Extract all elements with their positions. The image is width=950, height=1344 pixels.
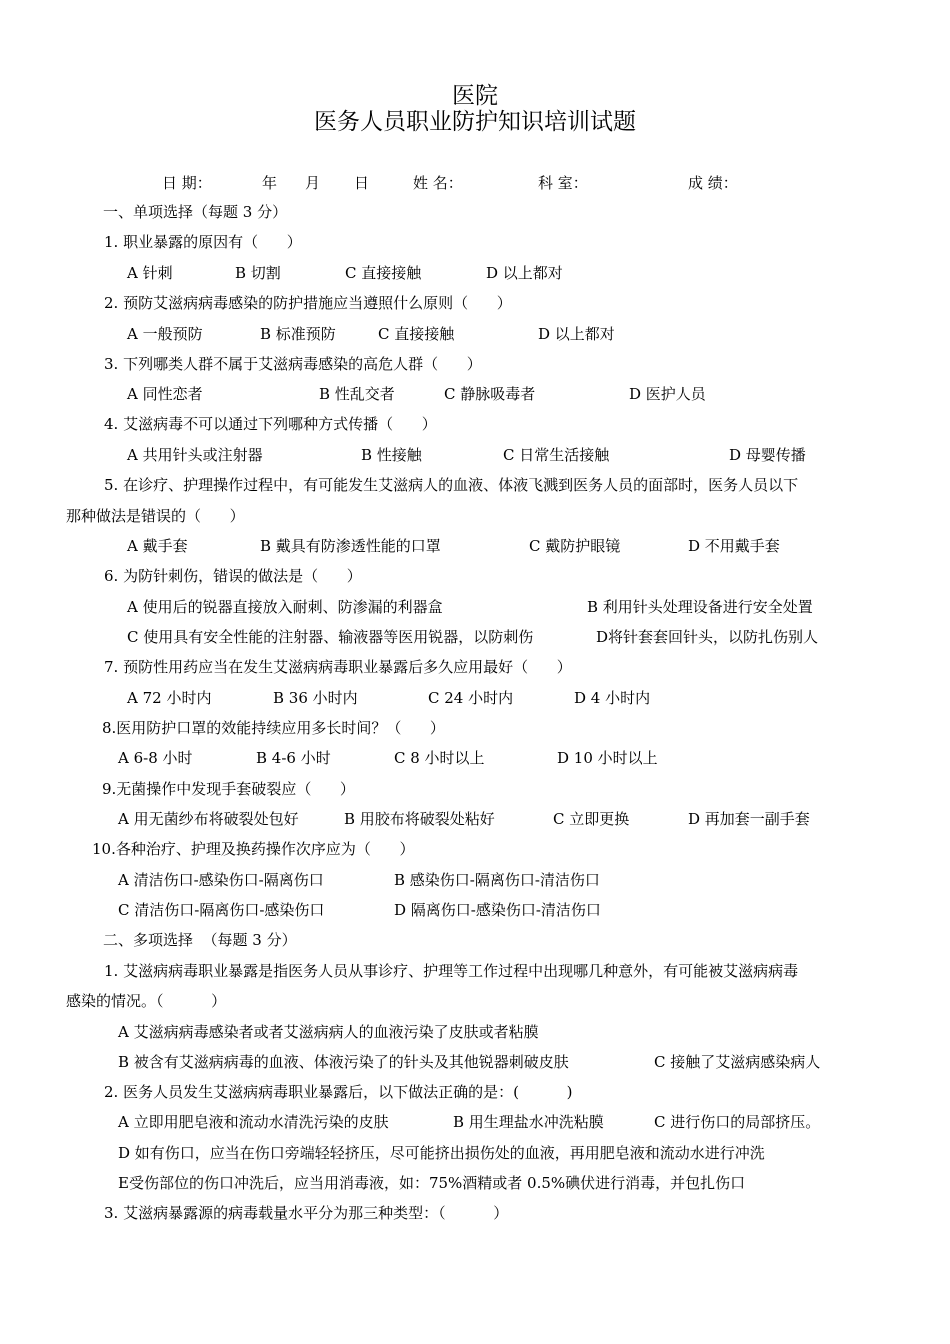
option-a: A 一般预防 — [127, 325, 203, 343]
option-e: E受伤部位的伤口冲洗后，应当用消毒液，如：75%酒精或者 0.5%碘伏进行消毒，并包扎伤口 — [118, 1174, 746, 1192]
question-text: 2. 医务人员发生艾滋病病毒职业暴露后，以下做法正确的是：( ) — [104, 1083, 573, 1101]
option-c: C 进行伤口的局部挤压。 — [654, 1113, 821, 1131]
option-b: B 标准预防 — [260, 325, 336, 343]
question-text: 3. 艾滋病暴露源的病毒载量水平分为那三种类型：（ ） — [104, 1204, 509, 1222]
document-title: 医务人员职业防护知识培训试题 — [314, 109, 636, 135]
option-a: A 6-8 小时 — [118, 749, 193, 767]
question-text-continued: 感染的情况。（ ） — [66, 992, 227, 1010]
option-c: C 日常生活接触 — [503, 446, 610, 464]
option-c: C 清洁伤口-隔离伤口-感染伤口 — [118, 901, 325, 919]
question-text: 2. 预防艾滋病病毒感染的防护措施应当遵照什么原则（ ） — [104, 294, 512, 312]
option-c: C 使用具有安全性能的注射器、输液器等医用锐器，以防刺伤 — [127, 628, 534, 646]
option-b: B 用胶布将破裂处粘好 — [344, 810, 495, 828]
day-label: 日 — [354, 174, 370, 192]
option-d: D 10 小时以上 — [557, 749, 658, 767]
option-c: C 戴防护眼镜 — [529, 537, 621, 555]
question-text: 3. 下列哪类人群不属于艾滋病毒感染的高危人群（ ） — [104, 355, 482, 373]
option-d: D 以上都对 — [486, 264, 563, 282]
option-d: D 母婴传播 — [729, 446, 806, 464]
section-heading: 一、单项选择（每题 3 分） — [103, 203, 288, 221]
option-d: D 隔离伤口-感染伤口-清洁伤口 — [394, 901, 601, 919]
option-c: C 接触了艾滋病感染病人 — [654, 1053, 821, 1071]
month-label: 月 — [305, 174, 321, 192]
option-c: C 直接接触 — [345, 264, 422, 282]
question-text: 5. 在诊疗、护理操作过程中，有可能发生艾滋病人的血液、体液飞溅到医务人员的面部时，医务人员以下 — [104, 476, 799, 494]
option-a: A 清洁伤口-感染伤口-隔离伤口 — [118, 871, 324, 889]
question-text: 9.无菌操作中发现手套破裂应（ ） — [102, 780, 355, 798]
option-d: D 医护人员 — [629, 385, 706, 403]
question-text-continued: 那种做法是错误的（ ） — [66, 507, 245, 525]
option-a: A 戴手套 — [127, 537, 188, 555]
question-text: 6. 为防针刺伤，错误的做法是（ ） — [104, 567, 362, 585]
department-label: 科 室： — [538, 174, 588, 192]
question-text: 8.医用防护口罩的效能持续应用多长时间？（ ） — [102, 719, 445, 737]
option-b: B 性乱交者 — [319, 385, 395, 403]
option-b: B 36 小时内 — [273, 689, 358, 707]
option-a: A 同性恋者 — [127, 385, 203, 403]
option-a: A 用无菌纱布将破裂处包好 — [118, 810, 299, 828]
option-a: A 针刺 — [127, 264, 173, 282]
option-c: C 直接接触 — [378, 325, 455, 343]
question-text: 4. 艾滋病毒不可以通过下列哪种方式传播（ ） — [104, 415, 437, 433]
option-d: D 4 小时内 — [574, 689, 651, 707]
score-label: 成 绩： — [688, 174, 738, 192]
question-text: 10.各种治疗、护理及换药操作次序应为（ ） — [92, 840, 415, 858]
option-c: C 8 小时以上 — [394, 749, 485, 767]
option-a: A 艾滋病病毒感染者或者艾滋病病人的血液污染了皮肤或者粘膜 — [118, 1023, 539, 1041]
option-a: A 使用后的锐器直接放入耐刺、防渗漏的利器盒 — [127, 598, 443, 616]
option-d: D 以上都对 — [538, 325, 615, 343]
date-label: 日 期： — [162, 174, 212, 192]
option-a: A 立即用肥皂液和流动水清洗污染的皮肤 — [118, 1113, 389, 1131]
question-text: 1. 职业暴露的原因有（ ） — [104, 233, 302, 251]
option-a: A 共用针头或注射器 — [127, 446, 263, 464]
option-c: C 24 小时内 — [428, 689, 514, 707]
year-label: 年 — [262, 174, 278, 192]
option-d: D将针套套回针头，以防扎伤别人 — [596, 628, 819, 646]
option-d: D 不用戴手套 — [688, 537, 780, 555]
option-b: B 利用针头处理设备进行安全处置 — [587, 598, 813, 616]
name-label: 姓 名： — [413, 174, 463, 192]
section-heading: 二、多项选择 （每题 3 分） — [103, 931, 297, 949]
option-b: B 戴具有防渗透性能的口罩 — [260, 537, 441, 555]
question-text: 7. 预防性用药应当在发生艾滋病病毒职业暴露后多久应用最好（ ） — [104, 658, 572, 676]
option-b: B 用生理盐水冲洗粘膜 — [453, 1113, 604, 1131]
option-b: B 切割 — [235, 264, 281, 282]
option-c: C 立即更换 — [553, 810, 630, 828]
question-text: 1. 艾滋病病毒职业暴露是指医务人员从事诊疗、护理等工作过程中出现哪几种意外，有可能被艾滋病病毒 — [104, 962, 799, 980]
organization-title: 医院 — [452, 83, 498, 109]
option-a: A 72 小时内 — [127, 689, 212, 707]
option-c: C 静脉吸毒者 — [444, 385, 536, 403]
option-b: B 性接触 — [361, 446, 422, 464]
option-b: B 被含有艾滋病病毒的血液、体液污染了的针头及其他锐器刺破皮肤 — [118, 1053, 569, 1071]
option-d: D 再加套一副手套 — [688, 810, 810, 828]
option-d: D 如有伤口，应当在伤口旁端轻轻挤压，尽可能挤出损伤处的血液，再用肥皂液和流动水进行冲洗 — [118, 1144, 765, 1162]
option-b: B 感染伤口-隔离伤口-清洁伤口 — [394, 871, 600, 889]
option-b: B 4-6 小时 — [256, 749, 331, 767]
